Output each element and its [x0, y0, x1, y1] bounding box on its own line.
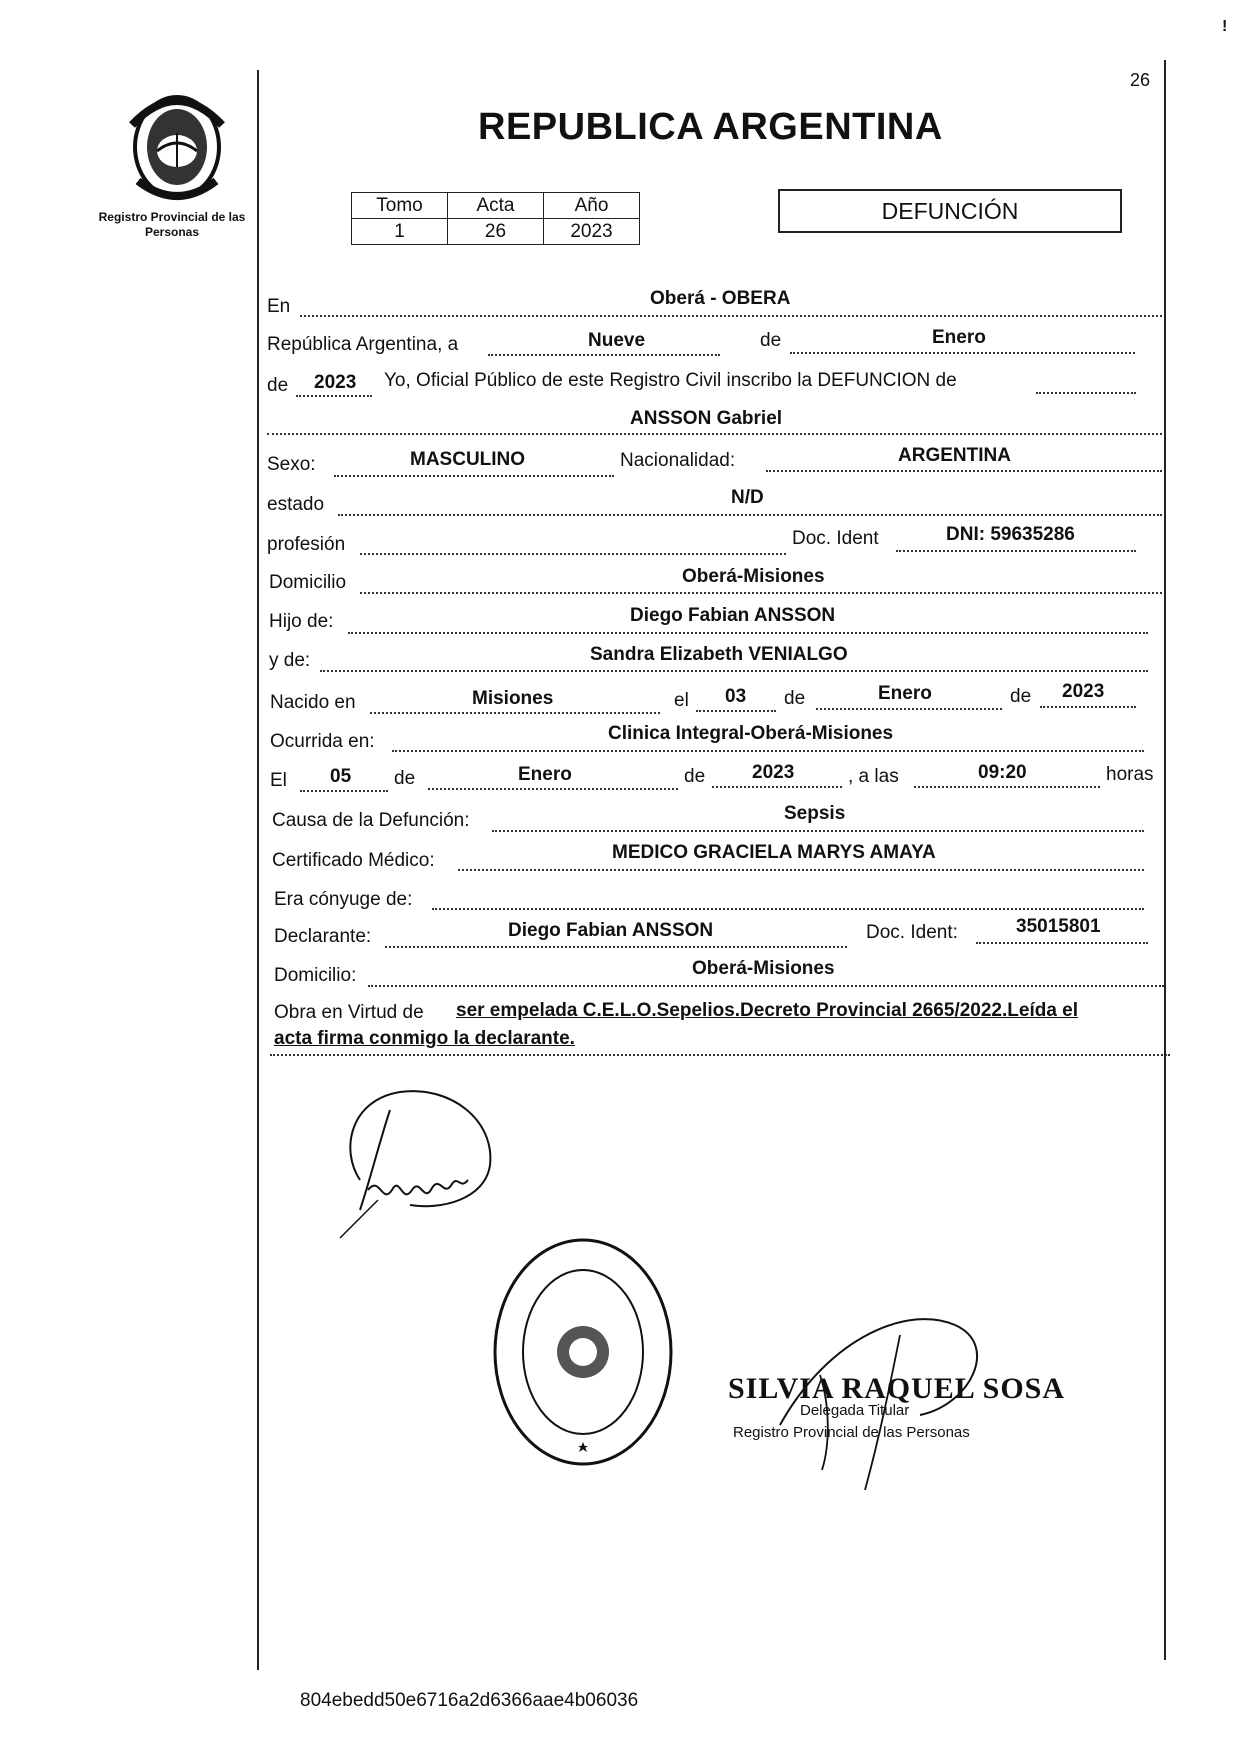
ocurrida-label: Ocurrida en: — [270, 731, 375, 752]
page-number: 26 — [1130, 70, 1151, 90]
de-label: de — [760, 330, 782, 351]
birth-year: 2023 — [1062, 681, 1105, 702]
dotted-line — [458, 869, 1144, 871]
day-value: Nueve — [588, 330, 646, 351]
dotted-line — [270, 1054, 1170, 1056]
alas-label: , a las — [848, 766, 899, 787]
obra-text-line1: ser empelada C.E.L.O.Sepelios.Decreto Provincial 2665/2022.Leída el — [456, 1000, 1079, 1021]
decl-domicilio-label: Domicilio: — [274, 965, 357, 986]
decl-doc-value: 35015801 — [1016, 916, 1101, 937]
death-time: 09:20 — [978, 762, 1027, 783]
birth-month: Enero — [878, 683, 932, 704]
corner-mark: ! — [1222, 18, 1228, 35]
en-label: En — [267, 296, 291, 317]
misiones-coat-of-arms-logo — [118, 85, 236, 203]
de-label: de — [1010, 686, 1032, 707]
dotted-line — [432, 908, 1144, 910]
dotted-line — [1040, 706, 1136, 708]
officer-title: Delegada Titular — [800, 1402, 910, 1419]
year-value: 2023 — [314, 372, 357, 393]
tomo-header: Tomo — [352, 193, 448, 219]
nacionalidad-value: ARGENTINA — [898, 445, 1011, 466]
sexo-label: Sexo: — [267, 454, 316, 475]
month-value: Enero — [932, 327, 986, 348]
profesion-label: profesión — [267, 534, 346, 555]
dotted-line — [914, 786, 1100, 788]
dotted-line — [816, 708, 1002, 710]
estado-value: N/D — [731, 487, 764, 508]
dotted-line — [334, 475, 614, 477]
dotted-line — [338, 514, 1162, 516]
left-margin-line — [257, 70, 259, 1670]
domicilio-value: Oberá-Misiones — [682, 566, 825, 587]
sexo-value: MASCULINO — [410, 449, 526, 470]
dotted-line — [428, 788, 678, 790]
document-hash: 804ebedd50e6716a2d6366aae4b06036 — [300, 1690, 639, 1711]
certificado-label: Certificado Médico: — [272, 850, 435, 871]
registry-caption: Registro Provincial de las Personas — [98, 210, 246, 239]
declarante-label: Declarante: — [274, 926, 372, 947]
dotted-line — [790, 352, 1135, 354]
death-day: 05 — [330, 766, 352, 787]
dotted-line — [766, 470, 1162, 472]
acta-header: Acta — [448, 193, 544, 219]
conyuge-label: Era cónyuge de: — [274, 889, 413, 910]
doc-ident-value: DNI: 59635286 — [946, 524, 1075, 545]
birth-day: 03 — [725, 686, 747, 707]
officer-name: SILVIA RAQUEL SOSA — [728, 1372, 1066, 1405]
dotted-line — [300, 315, 1162, 317]
obra-text-line2: acta firma conmigo la declarante. — [274, 1028, 575, 1049]
dotted-line — [320, 670, 1148, 672]
causa-value: Sepsis — [784, 803, 846, 824]
dotted-line — [492, 830, 1144, 832]
tomo-acta-table — [351, 192, 640, 245]
deceased-name: ANSSON Gabriel — [630, 408, 783, 429]
dotted-line — [1036, 392, 1136, 394]
nacionalidad-label: Nacionalidad: — [620, 450, 736, 471]
tomo-value: 1 — [352, 219, 448, 245]
doc-ident-label: Doc. Ident — [792, 528, 879, 549]
estado-label: estado — [267, 494, 325, 515]
dotted-line — [360, 553, 786, 555]
father-name: Diego Fabian ANSSON — [630, 605, 836, 626]
declarant-signature-icon — [320, 1080, 510, 1250]
dotted-line — [370, 712, 660, 714]
hijo-label: Hijo de: — [269, 611, 334, 632]
ocurrida-value: Clinica Integral-Oberá-Misiones — [608, 723, 894, 744]
certificado-value: MEDICO GRACIELA MARYS AMAYA — [612, 842, 936, 863]
republica-label: República Argentina, a — [267, 334, 459, 355]
dotted-line — [300, 790, 388, 792]
dotted-line — [712, 786, 842, 788]
dotted-line — [488, 354, 720, 356]
birth-place: Misiones — [472, 688, 554, 709]
dotted-line — [267, 433, 1162, 435]
yde-label: y de: — [269, 650, 311, 671]
document-type-box: DEFUNCIÓN — [778, 189, 1122, 233]
dotted-line — [696, 710, 776, 712]
causa-label: Causa de la Defunción: — [272, 810, 470, 831]
place-value: Oberá - OBERA — [650, 288, 791, 309]
el-label: el — [674, 690, 689, 711]
dotted-line — [976, 942, 1148, 944]
de-label: de — [784, 688, 806, 709]
dotted-line — [896, 550, 1136, 552]
yo-statement: Yo, Oficial Público de este Registro Civil inscribo la DEFUNCION de — [384, 370, 957, 391]
obra-label: Obra en Virtud de — [274, 1002, 424, 1023]
decl-doc-label: Doc. Ident: — [866, 922, 958, 943]
dotted-line — [296, 395, 372, 397]
dotted-line — [385, 946, 847, 948]
decl-domicilio-value: Oberá-Misiones — [692, 958, 835, 979]
nacido-label: Nacido en — [270, 692, 356, 713]
horas-label: horas — [1106, 764, 1154, 785]
mother-name: Sandra Elizabeth VENIALGO — [590, 644, 848, 665]
right-margin-line — [1164, 60, 1166, 1660]
officer-office: Registro Provincial de las Personas — [733, 1424, 970, 1441]
dotted-line — [368, 985, 1164, 987]
dotted-line — [360, 592, 1162, 594]
de-label: de — [684, 766, 706, 787]
declarante-value: Diego Fabian ANSSON — [508, 920, 714, 941]
de-label: de — [394, 768, 416, 789]
anio-header: Año — [544, 193, 640, 219]
dotted-line — [392, 750, 1144, 752]
acta-value: 26 — [448, 219, 544, 245]
page-title: REPUBLICA ARGENTINA — [478, 106, 943, 148]
el-upper-label: El — [270, 770, 287, 791]
official-seal-icon — [488, 1232, 678, 1472]
death-month: Enero — [518, 764, 572, 785]
death-year: 2023 — [752, 762, 795, 783]
dotted-line — [348, 632, 1148, 634]
anio-value: 2023 — [544, 219, 640, 245]
domicilio-label: Domicilio — [269, 572, 347, 593]
de-label: de — [267, 375, 289, 396]
